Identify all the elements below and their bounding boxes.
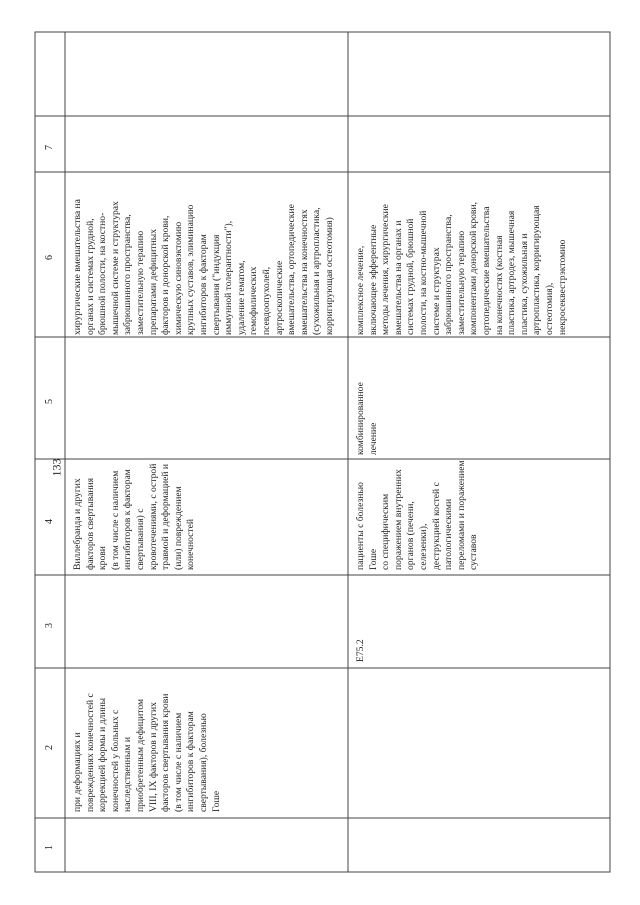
page-number: 133 <box>49 458 64 477</box>
col-header-6: 6 <box>44 255 55 260</box>
col-header-7: 7 <box>44 145 55 150</box>
col-header-4: 4 <box>44 519 55 524</box>
row1-col4-text: Виллебранда и других факторов свертывания крови (в том числе с наличием ингибиторов к факторам свертывания) с кровотечениями, с острой травмой и деформацией и (или) повреждением конечностей <box>72 463 197 570</box>
row2-col4-text: пациенты с болезнью Гоше со специфическим поражением внутренних органов (печени, селезенки), деструкцией костей с патологическими переломами и поражением суставов <box>355 460 480 570</box>
row2-col6-text: комплексное лечение, включающее эфферентные методы лечения, хирургические вмешательства на органах и системах грудной, брюшной полости, на костно-мышечной системе и структурах забрюшинного пространства, заместительную терапию компонентами донорской крови, ортопедические вмешательства на конечностях (костная пластика, артродез, мышечная пластика, сухожильная и артропластика, корригирующая остеотомия), некросеквестрэктомию <box>355 202 568 335</box>
row1-col6-text: хирургические вмешательства на органах и системах грудной, брюшной полости, на костно- мышечной системе и структурах забрюшинного пространства, заместительную терапию препаратами дефицитных факторов и донорской крови, химическую синовэктомию крупных суставов, элиминацию ингибиторов к факторам свертывания ("индукция иммунной толерантности"), удаление гематом, гемофилических псевдоопухолей, артроскопические вмешательства, ортопедические вмешательства на конечностях (сухожильная и артропластика, корригирующая остеотомия) <box>72 199 335 335</box>
col-header-3: 3 <box>44 623 55 628</box>
col-header-2: 2 <box>44 745 55 750</box>
row2-col5-text: комбинированное лечение <box>355 382 379 455</box>
row1-col2-text: при деформациях и повреждениях конечностей с коррекцией формы и длины конечностей у больных с наследственным и приобретенным дефицитом VIII, IX факторов и других факторов свертывания крови (в том числе с наличием ингибиторов к факторам свертывания), болезнью Гоше <box>72 693 222 812</box>
col-header-5: 5 <box>44 399 55 404</box>
row2-col3-text: E75.2 <box>355 639 366 662</box>
col-header-1: 1 <box>44 845 55 850</box>
